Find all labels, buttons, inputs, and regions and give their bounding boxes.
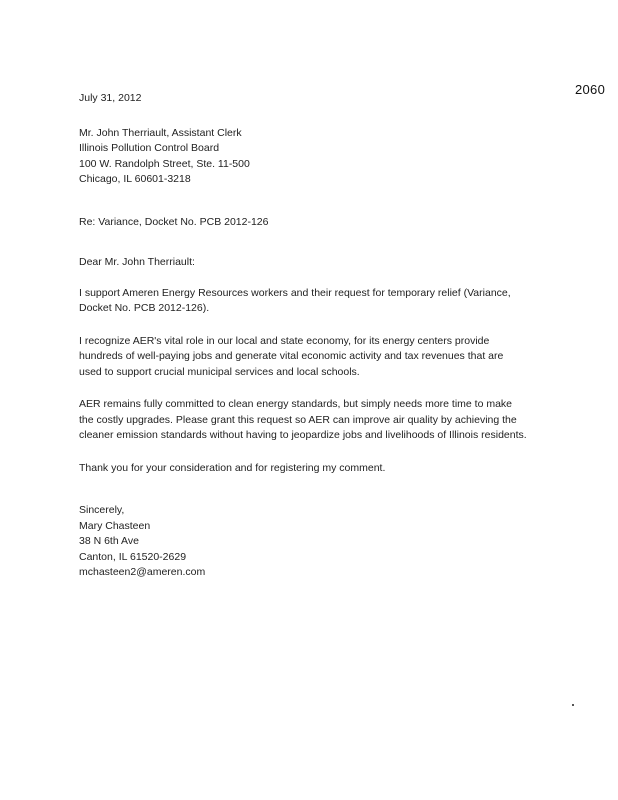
recipient-address xyxy=(79,126,559,188)
paragraph-line: the costly upgrades. Please grant this request so AER can improve air quality by achieving the xyxy=(79,413,517,426)
recipient-name: Mr. John Therriault, Assistant Clerk xyxy=(79,126,242,139)
paragraph-line: I recognize AER's vital role in our local and state economy, for its energy centers provide xyxy=(79,334,490,347)
paragraph-line: hundreds of well-paying jobs and generate vital economic activity and tax revenues that are xyxy=(79,350,504,362)
paragraph-line: AER remains fully committed to clean energy standards, but simply needs more time to make xyxy=(79,398,513,410)
scan-speck xyxy=(572,704,574,706)
letter-body xyxy=(79,91,559,581)
subject-line: Re: Variance, Docket No. PCB 2012-126 xyxy=(79,215,269,228)
paragraph-line: used to support crucial municipal services and local schools. xyxy=(79,365,360,378)
salutation: Dear Mr. John Therriault: xyxy=(79,256,195,268)
paragraph-line: Docket No. PCB 2012-126). xyxy=(79,302,210,314)
recipient-organization: Illinois Pollution Control Board xyxy=(79,142,220,154)
recipient-city: Chicago, IL 60601-3218 xyxy=(79,173,191,185)
letter-date: July 31, 2012 xyxy=(79,92,142,104)
paragraph-line: I support Ameren Energy Resources workers and their request for temporary relief (Variance, xyxy=(79,286,511,299)
sender-name: Mary Chasteen xyxy=(79,519,151,532)
paragraph-thanks: Thank you for your consideration and for registering my comment. xyxy=(79,461,386,474)
sender-city: Canton, IL 61520-2629 xyxy=(79,550,187,563)
document-number: 2060 xyxy=(575,82,606,97)
paragraph-standards xyxy=(79,397,559,444)
paragraph-support xyxy=(79,286,559,317)
recipient-street: 100 W. Randolph Street, Ste. 11-500 xyxy=(79,157,250,170)
paragraph-line: cleaner emission standards without having to jeopardize jobs and livelihoods of Illinois residents. xyxy=(79,429,527,441)
paragraph-economy xyxy=(79,334,559,381)
sender-email: mchasteen2@ameren.com xyxy=(79,566,206,578)
signature-block xyxy=(79,503,559,581)
sender-street: 38 N 6th Ave xyxy=(79,535,139,547)
closing: Sincerely, xyxy=(79,504,125,516)
